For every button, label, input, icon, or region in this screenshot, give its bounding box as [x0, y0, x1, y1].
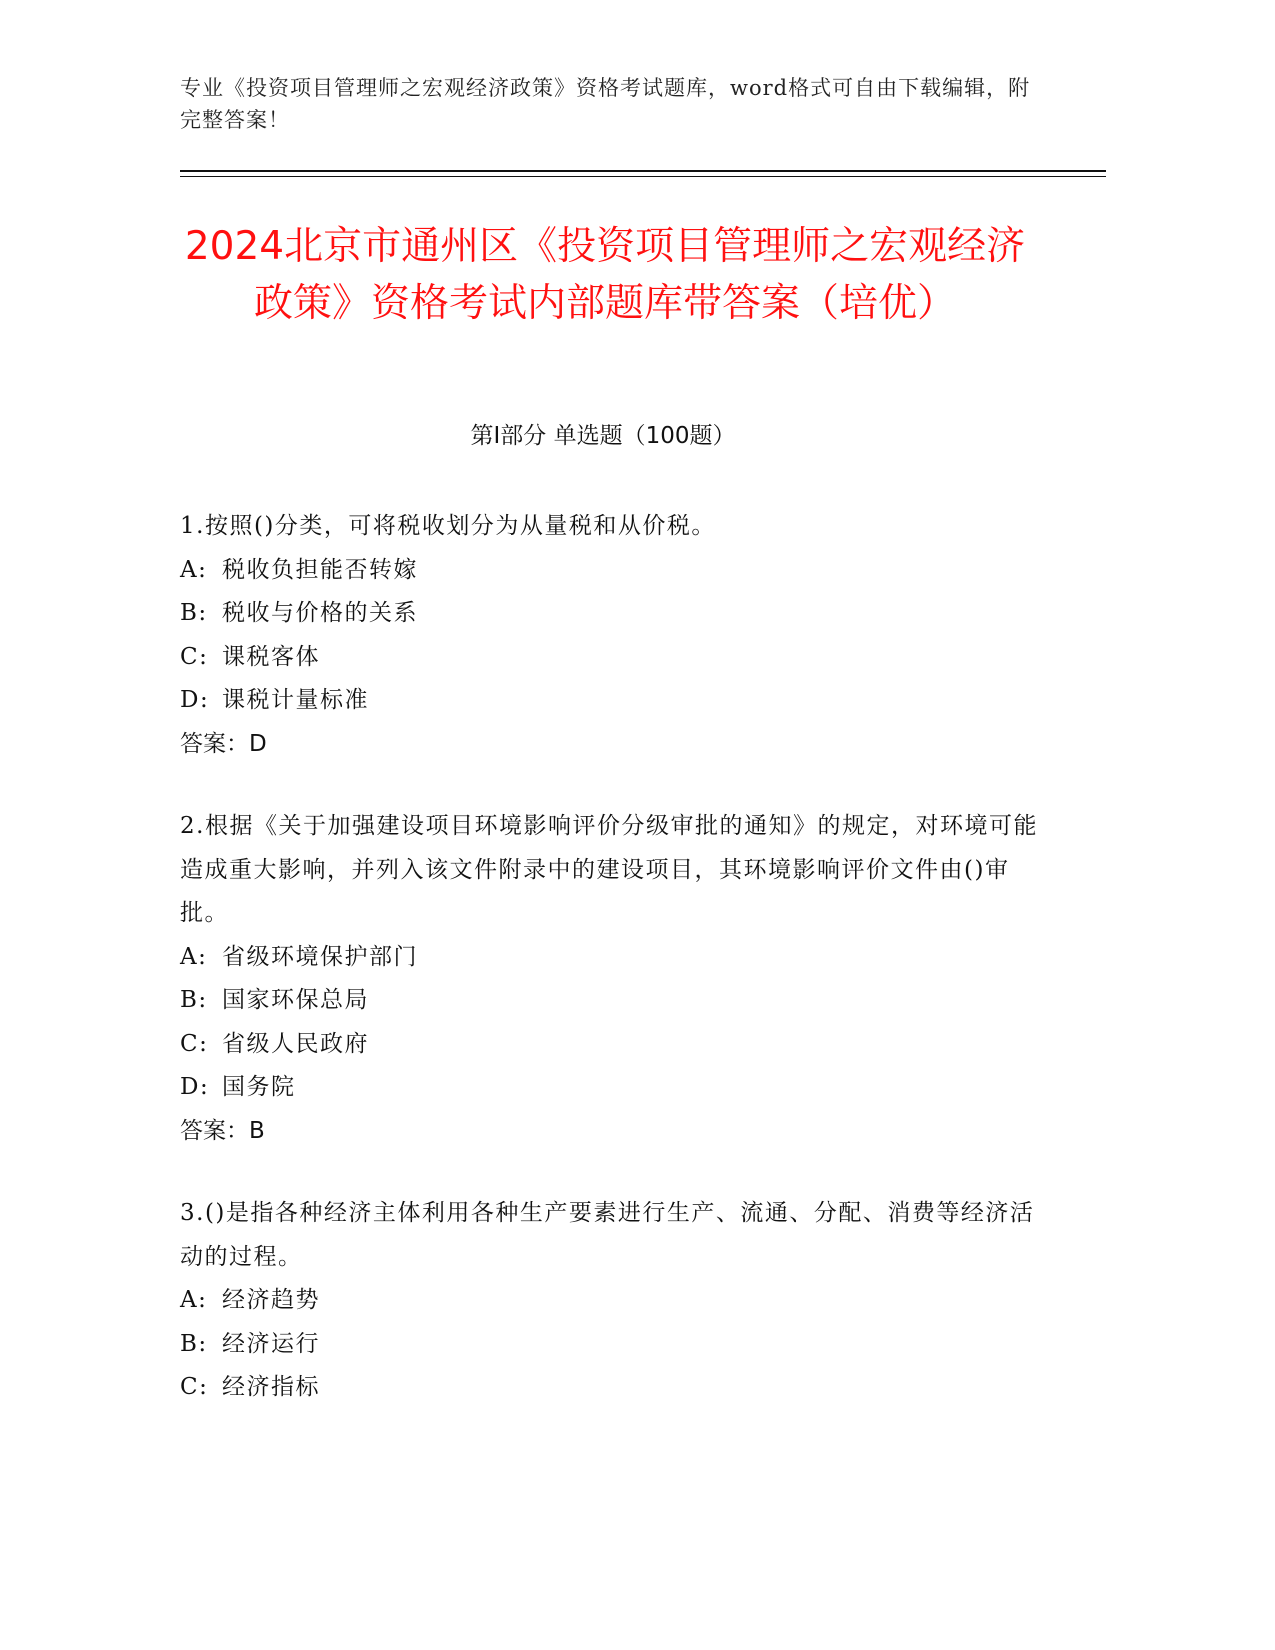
- question-3: [180, 1192, 1040, 1410]
- question-1: [180, 505, 1040, 766]
- option-b: [180, 979, 1040, 1023]
- option-b: [180, 1323, 1040, 1367]
- option-a: [180, 936, 1040, 980]
- option-key: D:: [180, 687, 210, 713]
- header-rule-thick: [180, 170, 1106, 172]
- option-c: [180, 636, 1040, 680]
- option-b: [180, 592, 1040, 636]
- option-key: B:: [180, 600, 208, 626]
- option-key: C:: [180, 643, 209, 670]
- option-text: 税收与价格的关系: [222, 600, 418, 626]
- option-text: 国务院: [222, 1074, 296, 1100]
- option-text: 经济指标: [222, 1374, 320, 1400]
- option-text: 税收负担能否转嫁: [222, 556, 418, 583]
- header-note: 专业《投资项目管理师之宏观经济政策》资格考试题库，word格式可自由下载编辑，附完整答案！: [180, 76, 1031, 132]
- option-c: [180, 1023, 1040, 1067]
- question-text: 3.()是指各种经济主体利用各种生产要素进行生产、流通、分配、消费等经济活动的过程。: [180, 1200, 1035, 1270]
- option-d: [180, 1066, 1040, 1110]
- option-d: [180, 679, 1040, 723]
- document-title: 2024北京市通州区《投资项目管理师之宏观经济政策》资格考试内部题库带答案（培优）: [184, 224, 1026, 326]
- option-key: A:: [180, 943, 208, 970]
- question-list: [180, 505, 1040, 1449]
- option-text: 经济运行: [222, 1330, 320, 1357]
- section-title: 第I部分 单选题（100题）: [470, 423, 736, 449]
- option-key: C:: [180, 1374, 209, 1400]
- option-a: [180, 1279, 1040, 1323]
- answer: 答案：B: [180, 1117, 265, 1144]
- option-key: B:: [180, 987, 208, 1013]
- option-key: D:: [180, 1074, 210, 1100]
- option-key: B:: [180, 1330, 208, 1357]
- option-c: [180, 1366, 1040, 1410]
- option-text: 国家环保总局: [222, 987, 369, 1013]
- answer: 答案：D: [180, 730, 267, 757]
- option-a: [180, 549, 1040, 593]
- option-key: C:: [180, 1030, 209, 1057]
- question-2: [180, 805, 1040, 1153]
- option-text: 省级环境保护部门: [222, 943, 418, 970]
- option-key: A:: [180, 1287, 208, 1313]
- option-text: 课税客体: [222, 643, 320, 670]
- option-key: A:: [180, 556, 208, 583]
- option-text: 省级人民政府: [222, 1030, 369, 1057]
- option-text: 课税计量标准: [222, 687, 369, 713]
- option-text: 经济趋势: [222, 1287, 320, 1313]
- question-text: 2.根据《关于加强建设项目环境影响评价分级审批的通知》的规定，对环境可能造成重大影响，并列入该文件附录中的建设项目，其环境影响评价文件由()审批。: [180, 813, 1038, 926]
- question-text: 1.按照()分类，可将税收划分为从量税和从价税。: [180, 513, 716, 539]
- header-rule-thin: [180, 176, 1106, 177]
